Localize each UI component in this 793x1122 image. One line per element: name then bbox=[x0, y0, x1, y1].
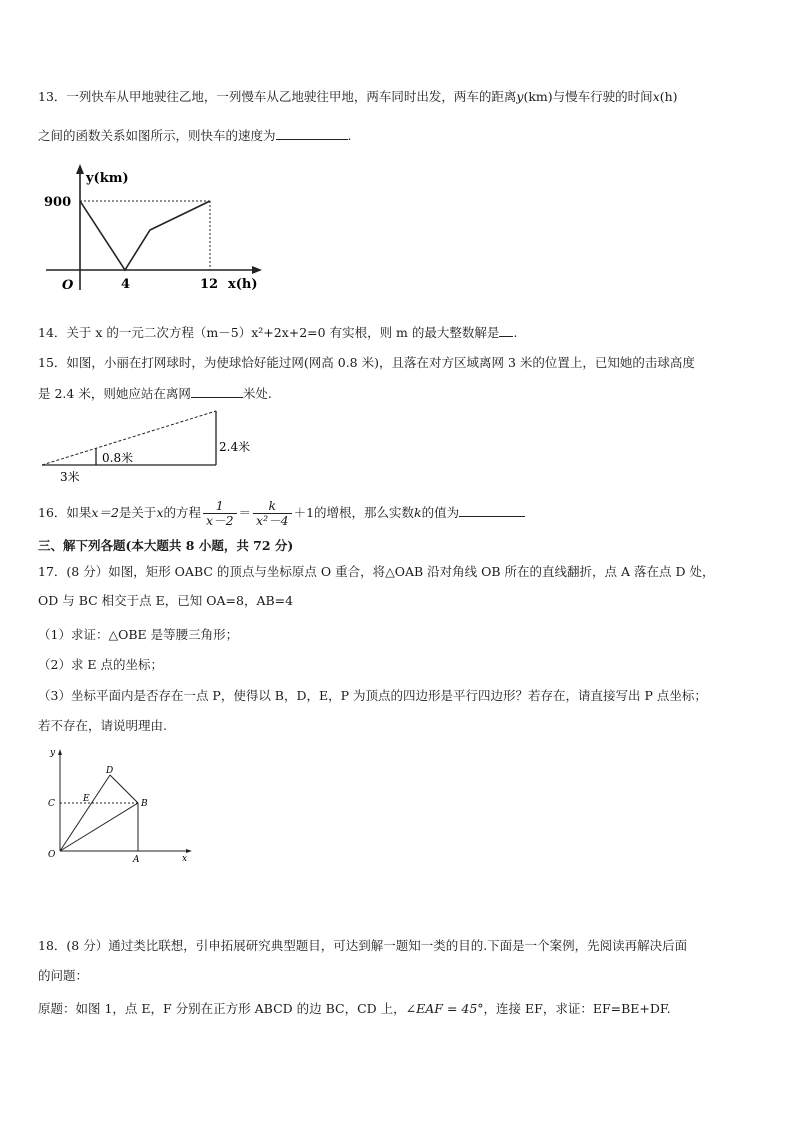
origin-label: O bbox=[62, 278, 74, 293]
q17-line2: OD 与 BC 相交于点 E，已知 OA=8，AB=4 bbox=[38, 593, 294, 608]
q17-part2: （2）求 E 点的坐标； bbox=[38, 657, 164, 672]
section-title: 三、解下列各题(本大题共 8 小题，共 72 分) bbox=[38, 538, 294, 553]
x-tick-12: 12 bbox=[200, 277, 219, 292]
angle-EAF: ∠EAF = 45° bbox=[405, 1001, 484, 1016]
q15-tennis-figure bbox=[38, 405, 268, 487]
point-E: E bbox=[83, 794, 90, 804]
q16-line: 16．如果x＝2是关于x的方程 $\frac{1}{x-2}$ ＝ $\frac{k}{\text{x²－4}}$ ＋1的增根，那么实数k的值为 bbox=[38, 497, 525, 533]
segment-OD bbox=[60, 775, 110, 851]
segment-DB bbox=[110, 775, 138, 803]
y-axis-arrow bbox=[76, 164, 84, 174]
q15-line2: 是 2.4 米，则她应站在离网 米处. bbox=[38, 386, 272, 401]
answer-blank[interactable] bbox=[459, 504, 525, 517]
point-A: A bbox=[133, 855, 140, 863]
point-D: D bbox=[106, 766, 114, 776]
q18-line3: 原题：如图 1，点 E，F 分别在正方形 ABCD 的边 BC，CD 上，∠EAF = 45°，连接 EF，求证：EF=BE+DF. bbox=[38, 1001, 671, 1016]
q13-distance-time-graph bbox=[38, 160, 268, 295]
fraction-2: $\frac{k}{\text{x²－4}}$ bbox=[253, 499, 292, 528]
y-tick-900: 900 bbox=[44, 195, 72, 210]
net-height-label: 0.8米 bbox=[102, 451, 134, 465]
y-axis-arrow bbox=[58, 749, 62, 755]
q14-line: 14．关于 x 的一元二次方程（m－5）x²+2x+2=0 有实根，则 m 的最大整数解是 . bbox=[38, 325, 518, 340]
diagonal-OB bbox=[60, 803, 138, 851]
answer-blank[interactable] bbox=[499, 324, 513, 337]
q13-line2: 之间的函数关系如图所示，则快车的速度为 . bbox=[38, 128, 352, 143]
q18-line2: 的问题： bbox=[38, 968, 89, 983]
graph-polyline bbox=[80, 201, 210, 270]
distance-label: 3米 bbox=[60, 470, 80, 484]
answer-blank[interactable] bbox=[191, 385, 243, 398]
x-axis-arrow bbox=[186, 849, 192, 853]
q17-part3a: （3）坐标平面内是否存在一点 P，使得以 B，D，E，P 为顶点的四边形是平行四边形？若存在，请直接写出 P 点坐标； bbox=[38, 688, 707, 703]
q13-line1: 13．一列快车从甲地驶往乙地，一列慢车从乙地驶往甲地，两车同时出发，两车的距离y(km)与慢车行驶的时间x(h) bbox=[38, 89, 678, 104]
x-tick-4: 4 bbox=[121, 277, 131, 292]
y-label: y bbox=[50, 748, 56, 758]
hit-height-label: 2.4米 bbox=[219, 440, 251, 454]
point-C: C bbox=[48, 799, 55, 809]
q18-line1: 18．(8 分）通过类比联想，引申拓展研究典型题目，可达到解一题知一类的目的.下面是一个案例，先阅读再解决后面 bbox=[38, 938, 688, 953]
x-axis-arrow bbox=[252, 266, 262, 274]
point-B: B bbox=[141, 799, 148, 809]
x-axis-label: x(h) bbox=[228, 277, 258, 292]
x-label: x bbox=[182, 854, 188, 863]
q17-part3b: 若不存在，请说明理由. bbox=[38, 718, 167, 733]
point-O: O bbox=[48, 850, 56, 860]
fraction-1: $\frac{1}{x-2}$ bbox=[203, 499, 237, 528]
q17-line1: 17．(8 分）如图，矩形 OABC 的顶点与坐标原点 O 重合，将△OAB 沿对角线 OB 所在的直线翻折，点 A 落在点 D 处， bbox=[38, 564, 715, 579]
y-axis-label: y(km) bbox=[86, 171, 129, 186]
q15-line1: 15．如图，小丽在打网球时，为使球恰好能过网(网高 0.8 米)，且落在对方区域离网 3 米的位置上，已知她的击球高度 bbox=[38, 355, 695, 370]
q17-part1: （1）求证：△OBE 是等腰三角形； bbox=[38, 627, 239, 642]
answer-blank[interactable] bbox=[276, 127, 348, 140]
q17-rectangle-figure bbox=[40, 745, 200, 863]
